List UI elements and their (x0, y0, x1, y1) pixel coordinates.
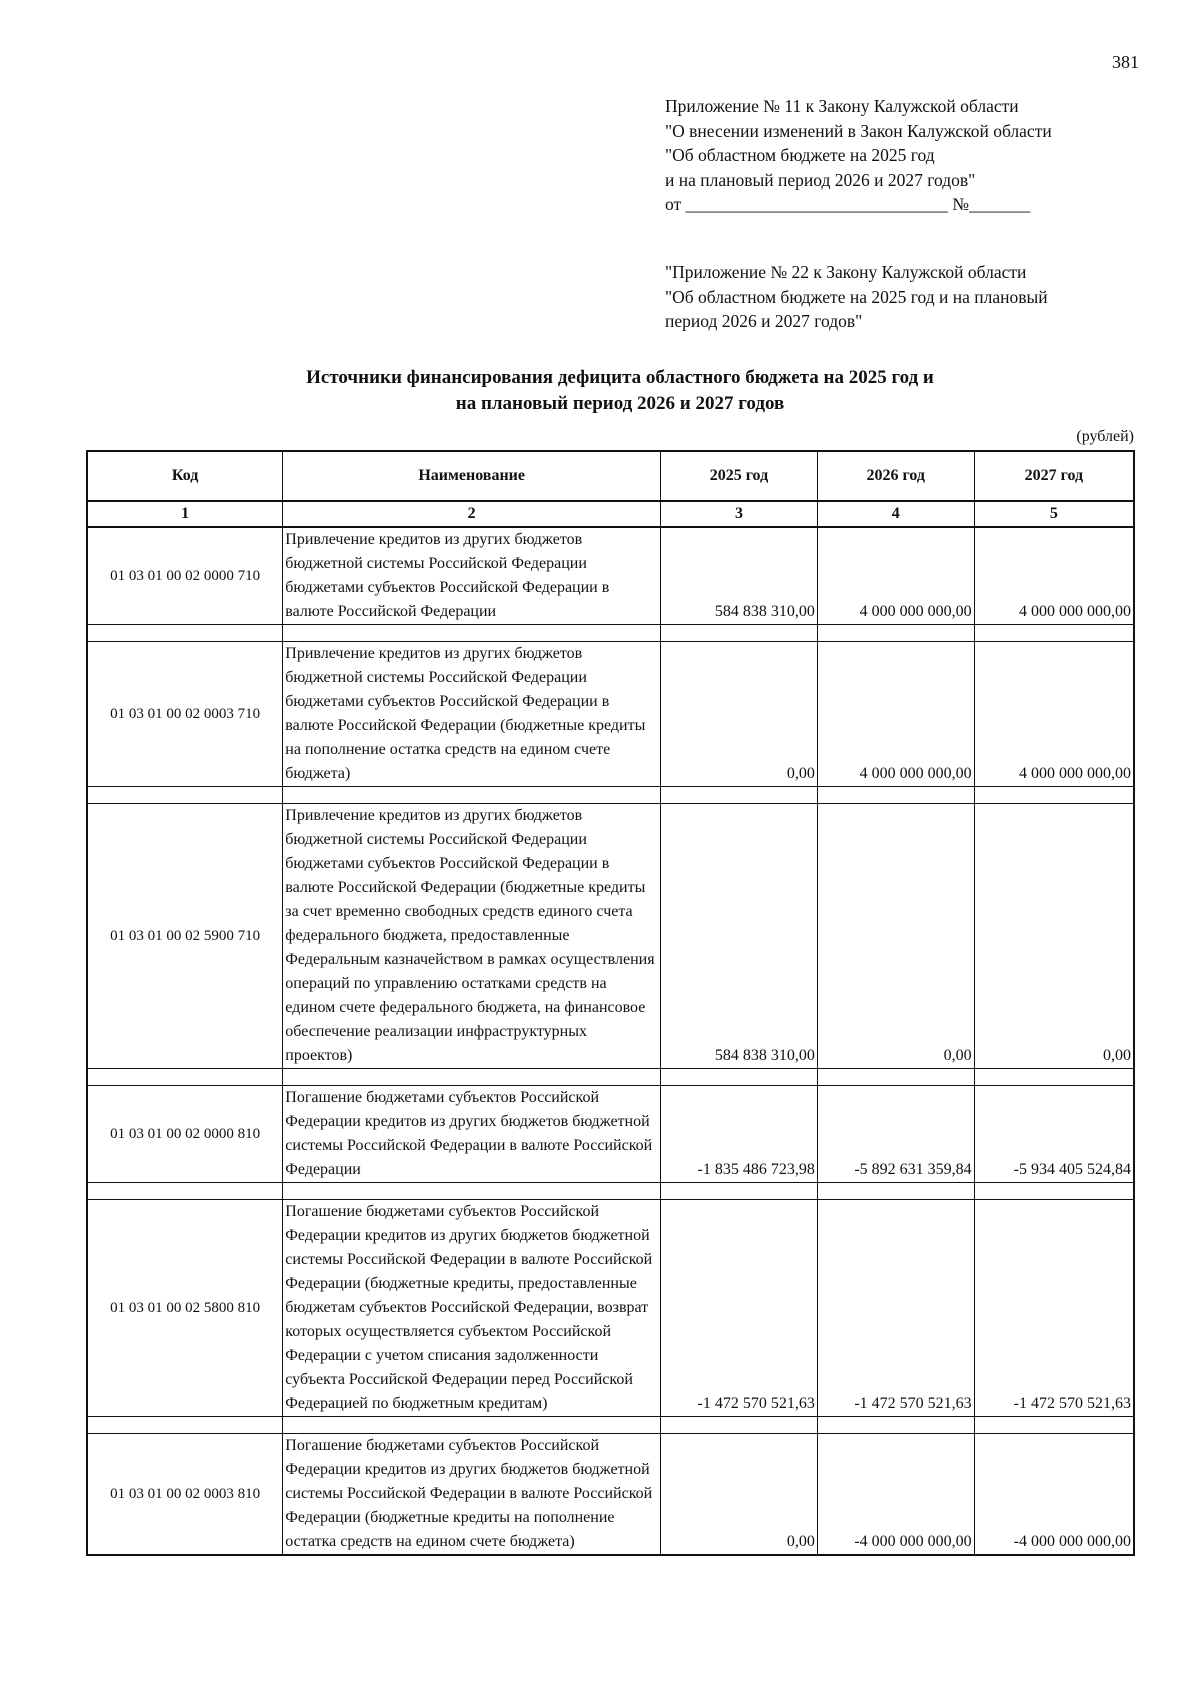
column-number: 3 (661, 501, 818, 527)
appendix-line: период 2026 и 2027 годов" (665, 311, 863, 331)
spacer-row (87, 1183, 1134, 1200)
row-code: 01 03 01 00 02 0003 810 (87, 1434, 283, 1556)
row-name: Погашение бюджетами субъектов Российской Федерации кредитов из других бюджетов бюджетной системы Российской Федерации в валюте Российской Федерации (283, 1086, 661, 1183)
spacer-row (87, 625, 1134, 642)
row-value-2025: 0,00 (661, 1434, 818, 1556)
title-line-2: на плановый период 2026 и 2027 годов (455, 393, 785, 414)
row-value-2027: 4 000 000 000,00 (974, 527, 1134, 625)
column-number-row (87, 501, 1134, 527)
row-value-2026: 4 000 000 000,00 (817, 527, 974, 625)
appendix-line: от ______________________________ №_______ (665, 194, 1031, 214)
row-name: Привлечение кредитов из других бюджетов бюджетной системы Российской Федерации бюджетами субъектов Российской Федерации в валюте Российской Федерации (бюджетные кредиты за счет временно свободных средств единого счета федерального бюджета, предоставленные Федеральным казначейством в рамках осуществления операций по управлению остатками средств на едином счете федерального бюджета, на финансовое обеспечение реализации инфраструктурных проектов) (283, 804, 661, 1069)
appendix-header-22 (665, 260, 1048, 334)
header-code: Код (87, 451, 283, 501)
row-code: 01 03 01 00 02 5800 810 (87, 1200, 283, 1417)
row-value-2026: -4 000 000 000,00 (817, 1434, 974, 1556)
appendix-line: Приложение № 11 к Закону Калужской области (665, 96, 1019, 116)
document-title (80, 365, 1160, 417)
row-value-2027: -5 934 405 524,84 (974, 1086, 1134, 1183)
spacer-row (87, 787, 1134, 804)
table-row (87, 642, 1134, 787)
row-code: 01 03 01 00 02 0000 810 (87, 1086, 283, 1183)
title-line-1: Источники финансирования дефицита областного бюджета на 2025 год и (306, 367, 934, 388)
row-value-2027: -1 472 570 521,63 (974, 1200, 1134, 1417)
spacer-row (87, 1069, 1134, 1086)
row-value-2026: 4 000 000 000,00 (817, 642, 974, 787)
row-value-2025: 0,00 (661, 642, 818, 787)
row-value-2027: 0,00 (974, 804, 1134, 1069)
row-code: 01 03 01 00 02 5900 710 (87, 804, 283, 1069)
table-row (87, 527, 1134, 625)
appendix-line: "Об областном бюджете на 2025 год (665, 145, 935, 165)
row-code: 01 03 01 00 02 0003 710 (87, 642, 283, 787)
appendix-line: "О внесении изменений в Закон Калужской области (665, 120, 1052, 141)
column-number: 2 (283, 501, 661, 527)
row-name: Привлечение кредитов из других бюджетов бюджетной системы Российской Федерации бюджетами субъектов Российской Федерации в валюте Российской Федерации (283, 527, 661, 625)
page-number: 381 (1112, 52, 1139, 72)
row-value-2026: 0,00 (817, 804, 974, 1069)
header-row (87, 451, 1134, 501)
spacer-row (87, 1417, 1134, 1434)
appendix-line: и на плановый период 2026 и 2027 годов" (665, 169, 976, 190)
unit-label: (рублей) (1076, 428, 1134, 445)
column-number: 4 (817, 501, 974, 527)
appendix-line: "Об областном бюджете на 2025 год и на плановый (665, 286, 1048, 307)
row-value-2027: 4 000 000 000,00 (974, 642, 1134, 787)
financing-sources-table (86, 450, 1135, 1556)
table-row (87, 804, 1134, 1069)
row-name: Привлечение кредитов из других бюджетов бюджетной системы Российской Федерации бюджетами субъектов Российской Федерации в валюте Российской Федерации (бюджетные кредиты на пополнение остатка средств на едином счете бюджета) (283, 642, 661, 787)
row-value-2025: -1 472 570 521,63 (661, 1200, 818, 1417)
header-2026: 2026 год (817, 451, 974, 501)
column-number: 5 (974, 501, 1134, 527)
header-name: Наименование (283, 451, 661, 501)
table-row (87, 1434, 1134, 1556)
column-number: 1 (87, 501, 283, 527)
row-value-2025: 584 838 310,00 (661, 804, 818, 1069)
row-value-2027: -4 000 000 000,00 (974, 1434, 1134, 1556)
header-2027: 2027 год (974, 451, 1134, 501)
appendix-header-11 (665, 94, 1052, 217)
row-value-2026: -5 892 631 359,84 (817, 1086, 974, 1183)
row-name: Погашение бюджетами субъектов Российской Федерации кредитов из других бюджетов бюджетной системы Российской Федерации в валюте Российской Федерации (бюджетные кредиты на пополнение остатка средств на едином счете бюджета) (283, 1434, 661, 1556)
row-code: 01 03 01 00 02 0000 710 (87, 527, 283, 625)
appendix-line: "Приложение № 22 к Закону Калужской области (665, 262, 1027, 282)
row-value-2025: 584 838 310,00 (661, 527, 818, 625)
header-2025: 2025 год (661, 451, 818, 501)
row-value-2025: -1 835 486 723,98 (661, 1086, 818, 1183)
table-row (87, 1086, 1134, 1183)
row-value-2026: -1 472 570 521,63 (817, 1200, 974, 1417)
table-row (87, 1200, 1134, 1417)
row-name: Погашение бюджетами субъектов Российской Федерации кредитов из других бюджетов бюджетной системы Российской Федерации в валюте Российской Федерации (бюджетные кредиты, предоставленные бюджетам субъектов Российской Федерации, возврат которых осуществляется субъектом Российской Федерации с учетом списания задолженности субъекта Российской Федерации перед Российской Федерацией по бюджетным кредитам) (283, 1200, 661, 1417)
